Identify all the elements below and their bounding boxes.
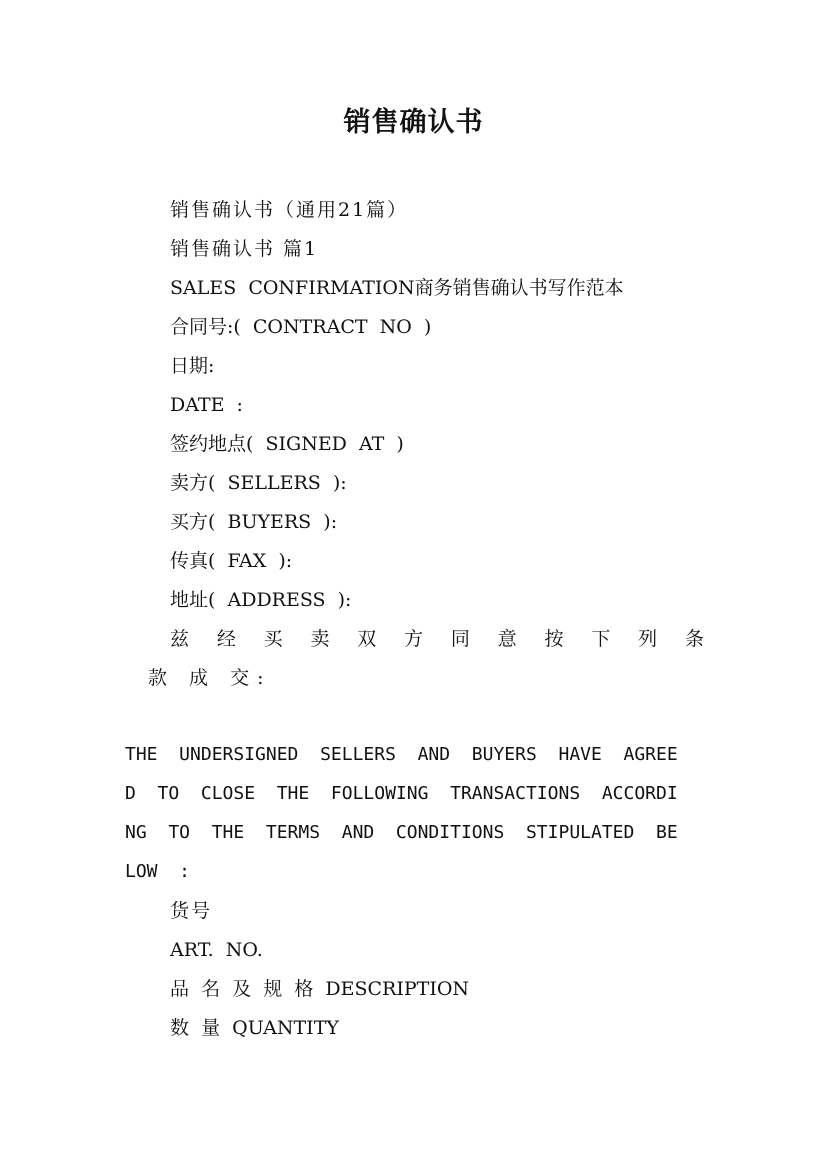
item-quantity: 数 量 QUANTITY — [170, 1017, 339, 1039]
contract-no-line: 合同号:( CONTRACT NO ) — [170, 316, 432, 338]
english-paragraph-line: NG TO THE TERMS AND CONDITIONS STIPULATED BE — [125, 822, 678, 843]
subtitle-line: 销售确认书（通用21篇） — [170, 199, 409, 221]
signed-at-line: 签约地点( SIGNED AT ) — [170, 433, 404, 455]
date-cn-line: 日期: — [170, 355, 215, 377]
date-en-line: DATE : — [170, 394, 243, 416]
agreement-char: 买 — [263, 628, 283, 650]
agreement-tail: 款 成 交: — [148, 667, 272, 689]
item-description: 品 名 及 规 格 DESCRIPTION — [170, 978, 470, 1000]
agreement-char: 条 — [684, 628, 704, 650]
sellers-line: 卖方( SELLERS ): — [170, 472, 347, 494]
agreement-char: 卖 — [310, 628, 330, 650]
agreement-char: 下 — [591, 628, 611, 650]
agreement-char: 按 — [544, 628, 564, 650]
agreement-char: 方 — [404, 628, 424, 650]
document-title: 销售确认书 — [343, 107, 484, 138]
item-art-no-en: ART. NO. — [170, 939, 263, 961]
agreement-char: 兹 — [170, 628, 190, 650]
buyers-line: 买方( BUYERS ): — [170, 511, 338, 533]
english-paragraph-line: THE UNDERSIGNED SELLERS AND BUYERS HAVE AGREE — [125, 744, 678, 765]
agreement-char: 意 — [497, 628, 517, 650]
address-line: 地址( ADDRESS ): — [170, 589, 352, 611]
fax-line: 传真( FAX ): — [170, 550, 293, 572]
agreement-char: 列 — [638, 628, 658, 650]
sales-confirmation-line: SALES CONFIRMATION商务销售确认书写作范本 — [170, 277, 624, 299]
agreement-char: 同 — [450, 628, 470, 650]
agreement-line — [170, 627, 704, 651]
item-art-no-cn: 货号 — [170, 900, 213, 922]
section-heading: 销售确认书 篇1 — [170, 238, 319, 260]
english-paragraph-line: D TO CLOSE THE FOLLOWING TRANSACTIONS ACCORDI — [125, 783, 678, 804]
agreement-char: 双 — [357, 628, 377, 650]
english-paragraph-line: LOW : — [125, 861, 191, 882]
agreement-char: 经 — [216, 628, 236, 650]
